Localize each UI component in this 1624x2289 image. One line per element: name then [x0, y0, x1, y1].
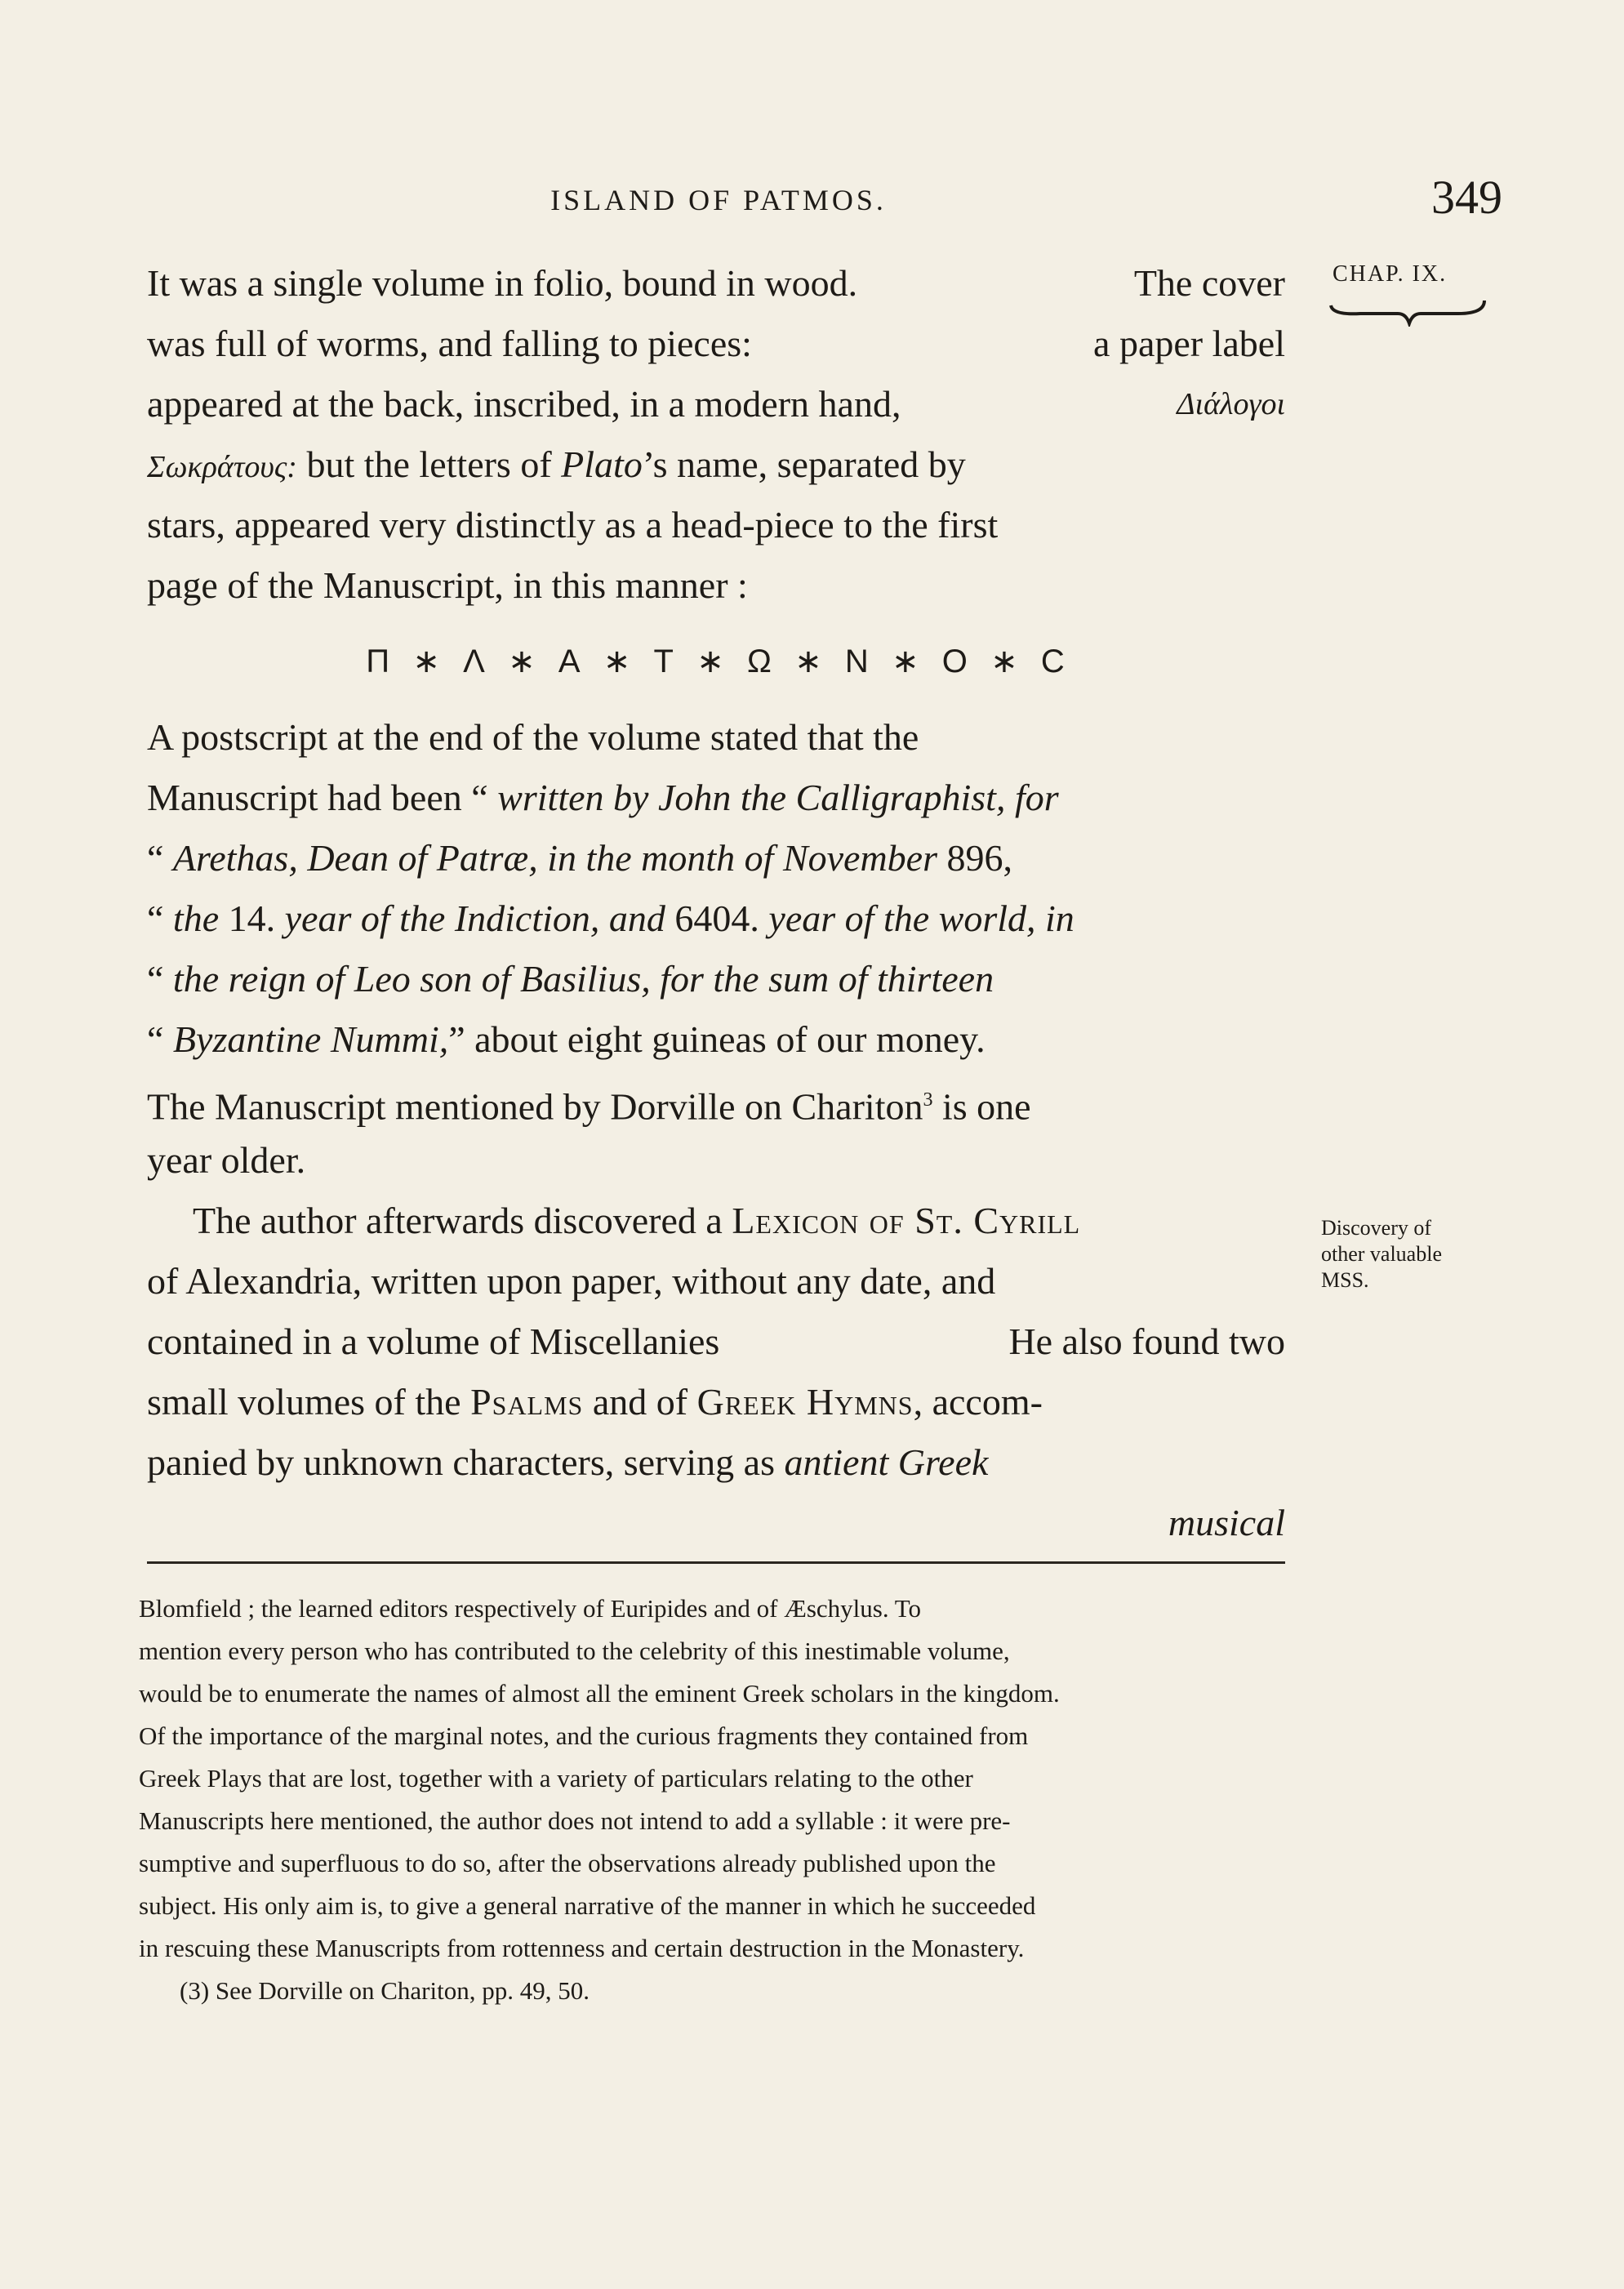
footnote-line: would be to enumerate the names of almost all the eminent Greek scholars in the kingdom.: [139, 1679, 1060, 1708]
catchword: musical: [1168, 1502, 1285, 1543]
plato-headpiece: Π ∗ Λ ∗ Α ∗ Τ ∗ Ω ∗ Ν ∗ Ο ∗ C: [366, 644, 1066, 679]
text-line: stars, appeared very distinctly as a head-piece to the first: [147, 504, 999, 546]
text-line: “ the 14. year of the Indiction, and 6404. year of the world, in: [147, 897, 1075, 939]
main-text: [147, 253, 1285, 1553]
page-number: 349: [1431, 171, 1502, 224]
side-note: Discovery of other valuable MSS.: [1321, 1216, 1442, 1292]
text-line: “ Arethas, Dean of Patræ, in the month of November 896,: [147, 837, 1013, 879]
text-line: A postscript at the end of the volume stated that the: [147, 716, 919, 758]
text-line: year older.: [147, 1139, 306, 1181]
text-line: panied by unknown characters, serving as antient Greek: [147, 1441, 989, 1483]
text-line: of Alexandria, written upon paper, without any date, and: [147, 1260, 996, 1302]
text-line: was full of worms, and falling to pieces: a paper label: [147, 323, 1285, 364]
footnote-3: (3) See Dorville on Chariton, pp. 49, 50.: [180, 1976, 590, 2005]
greek-title: Διάλογοι: [1177, 387, 1285, 421]
footnote-line: mention every person who has contributed to the celebrity of this inestimable volume,: [139, 1637, 1010, 1665]
text-line: The Manuscript mentioned by Dorville on Chariton$^3$ is one: [147, 1085, 1031, 1128]
footnote-line: Greek Plays that are lost, together with a variety of particulars relating to the other: [139, 1764, 973, 1792]
footnote-rule: [147, 1561, 1285, 1564]
footnote-ref: 3: [923, 1089, 933, 1111]
footnote-line: Of the importance of the marginal notes, and the curious fragments they contained from: [139, 1721, 1029, 1750]
brace-icon: [1328, 294, 1488, 327]
footnote-line: subject. His only aim is, to give a general narrative of the manner in which he succeeded: [139, 1891, 1036, 1920]
text-line: It was a single volume in folio, bound in wood. The cover: [147, 262, 1285, 304]
footnote-line: Manuscripts here mentioned, the author does not intend to add a syllable : it were pre-: [139, 1806, 1011, 1835]
text-line: “ Byzantine Nummi,” about eight guineas of our money.: [147, 1018, 986, 1060]
text-line: page of the Manuscript, in this manner :: [147, 564, 748, 606]
text-line: The author afterwards discovered a Lexicon of St. Cyrill: [193, 1200, 1081, 1241]
text-line: contained in a volume of Miscellanies He also found two: [147, 1320, 1285, 1362]
footnote-line: Blomfield ; the learned editors respectively of Euripides and of Æschylus. To: [139, 1594, 922, 1623]
chapter-label: CHAP. IX.: [1333, 261, 1448, 287]
footnote-line: sumptive and superfluous to do so, after the observations already published upon the: [139, 1849, 996, 1877]
footnote-line: in rescuing these Manuscripts from rottenness and certain destruction in the Monastery.: [139, 1934, 1025, 1962]
text-line: “ the reign of Leo son of Basilius, for the sum of thirteen: [147, 958, 994, 1000]
running-title: ISLAND OF PATMOS.: [550, 184, 887, 216]
text-line: appeared at the back, inscribed, in a modern hand, Διάλογοι: [147, 374, 1285, 434]
footnotes: [139, 1588, 1290, 2012]
greek-title: Σωκράτους:: [147, 450, 297, 484]
text-line: Σωκράτους: but the letters of Plato’s name, separated by: [147, 443, 966, 485]
text-line: small volumes of the Psalms and of Greek Hymns, accom-: [147, 1381, 1043, 1423]
text-line: Manuscript had been “ written by John the Calligraphist, for: [147, 777, 1059, 818]
